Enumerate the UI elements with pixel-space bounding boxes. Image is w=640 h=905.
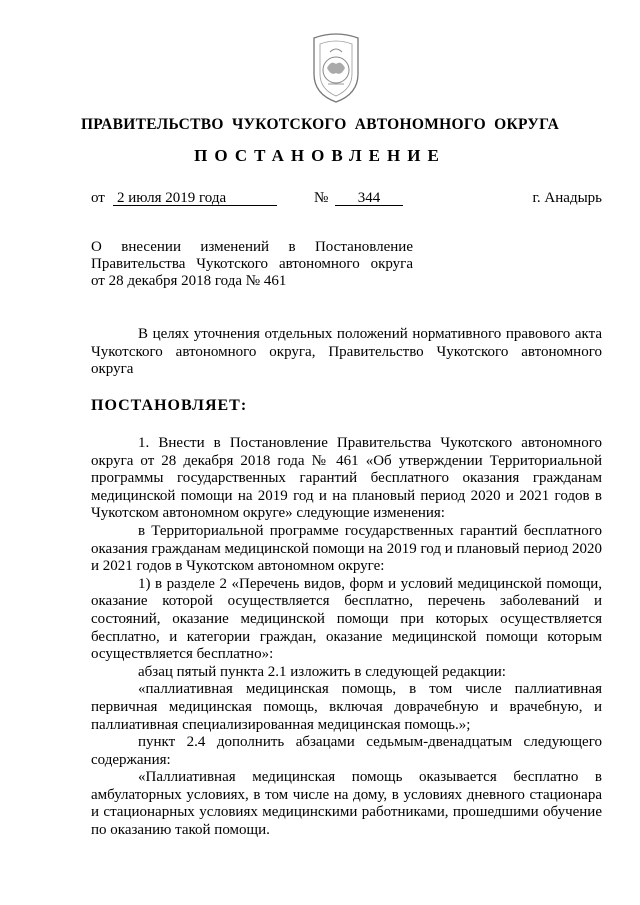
number-label: № xyxy=(314,190,329,206)
paragraph: в Территориальной программе государственных гарантий бесплатного оказания гражданам медицинской помощи на 2019 год и плановый период 2020 и 2021 годов в Чукотском автономном округе: xyxy=(91,522,602,575)
subject-line: Правительства Чукотского автономного округа xyxy=(91,256,413,272)
coat-of-arms-emblem xyxy=(300,28,372,108)
paragraph: «Паллиативная медицинская помощь оказывается бесплатно в амбулаторных условиях, в том числе на дому, в условиях дневного стационара и стационарных условиях медицинскими работниками, прошедшими обучение по оказанию такой помощи. xyxy=(91,769,602,839)
paragraph: пункт 2.4 дополнить абзацами седьмым-двенадцатым следующего содержания: xyxy=(91,734,602,768)
resolves-heading: ПОСТАНОВЛЯЕТ: xyxy=(91,397,248,414)
subject-line: от 28 декабря 2018 года № 461 xyxy=(91,273,287,289)
decree-date xyxy=(113,190,277,207)
city: г. Анадырь xyxy=(532,190,602,206)
decree-date-value: 2 июля 2019 года xyxy=(113,191,277,206)
decree-number xyxy=(335,190,403,207)
preamble: В целях уточнения отдельных положений нормативного правового акта Чукотского автономного округа, Правительство Чукотского автономного округа xyxy=(91,326,602,378)
paragraph: абзац пятый пункта 2.1 изложить в следующей редакции: xyxy=(138,663,506,680)
decree-number-value: 344 xyxy=(335,191,403,206)
decree-body xyxy=(91,435,602,840)
decree-subject xyxy=(91,239,413,290)
paragraph: 1. Внести в Постановление Правительства Чукотского автономного округа от 28 декабря 2018 года № 461 «Об утверждении Территориальной программы государственных гарантий бесплатного оказания гражданам медицинской помощи на 2019 год и на плановый период 2020 и 2021 годов в Чукотском автономном округе» следующие изменения: xyxy=(91,435,602,522)
from-label: от xyxy=(91,190,105,206)
government-name: ПРАВИТЕЛЬСТВО ЧУКОТСКОГО АВТОНОМНОГО ОКРУГА xyxy=(80,116,560,133)
paragraph: 1) в разделе 2 «Перечень видов, форм и условий медицинской помощи, оказание которой осуществляется бесплатно, перечень заболеваний и состояний, оказание медицинской помощи при которых осуществляется бесплатно, и категории граждан, оказание медицинской помощи которым осуществляется бесплатно»: xyxy=(91,575,602,663)
decree-title: ПОСТАНОВЛЕНИЕ xyxy=(194,146,446,165)
paragraph: «паллиативная медицинская помощь, в том числе паллиативная первичная медицинская помощь, включая доврачебную и врачебную, и паллиативная специализированная медицинская помощь.»; xyxy=(91,681,602,733)
subject-line: О внесении изменений в Постановление xyxy=(91,239,413,255)
